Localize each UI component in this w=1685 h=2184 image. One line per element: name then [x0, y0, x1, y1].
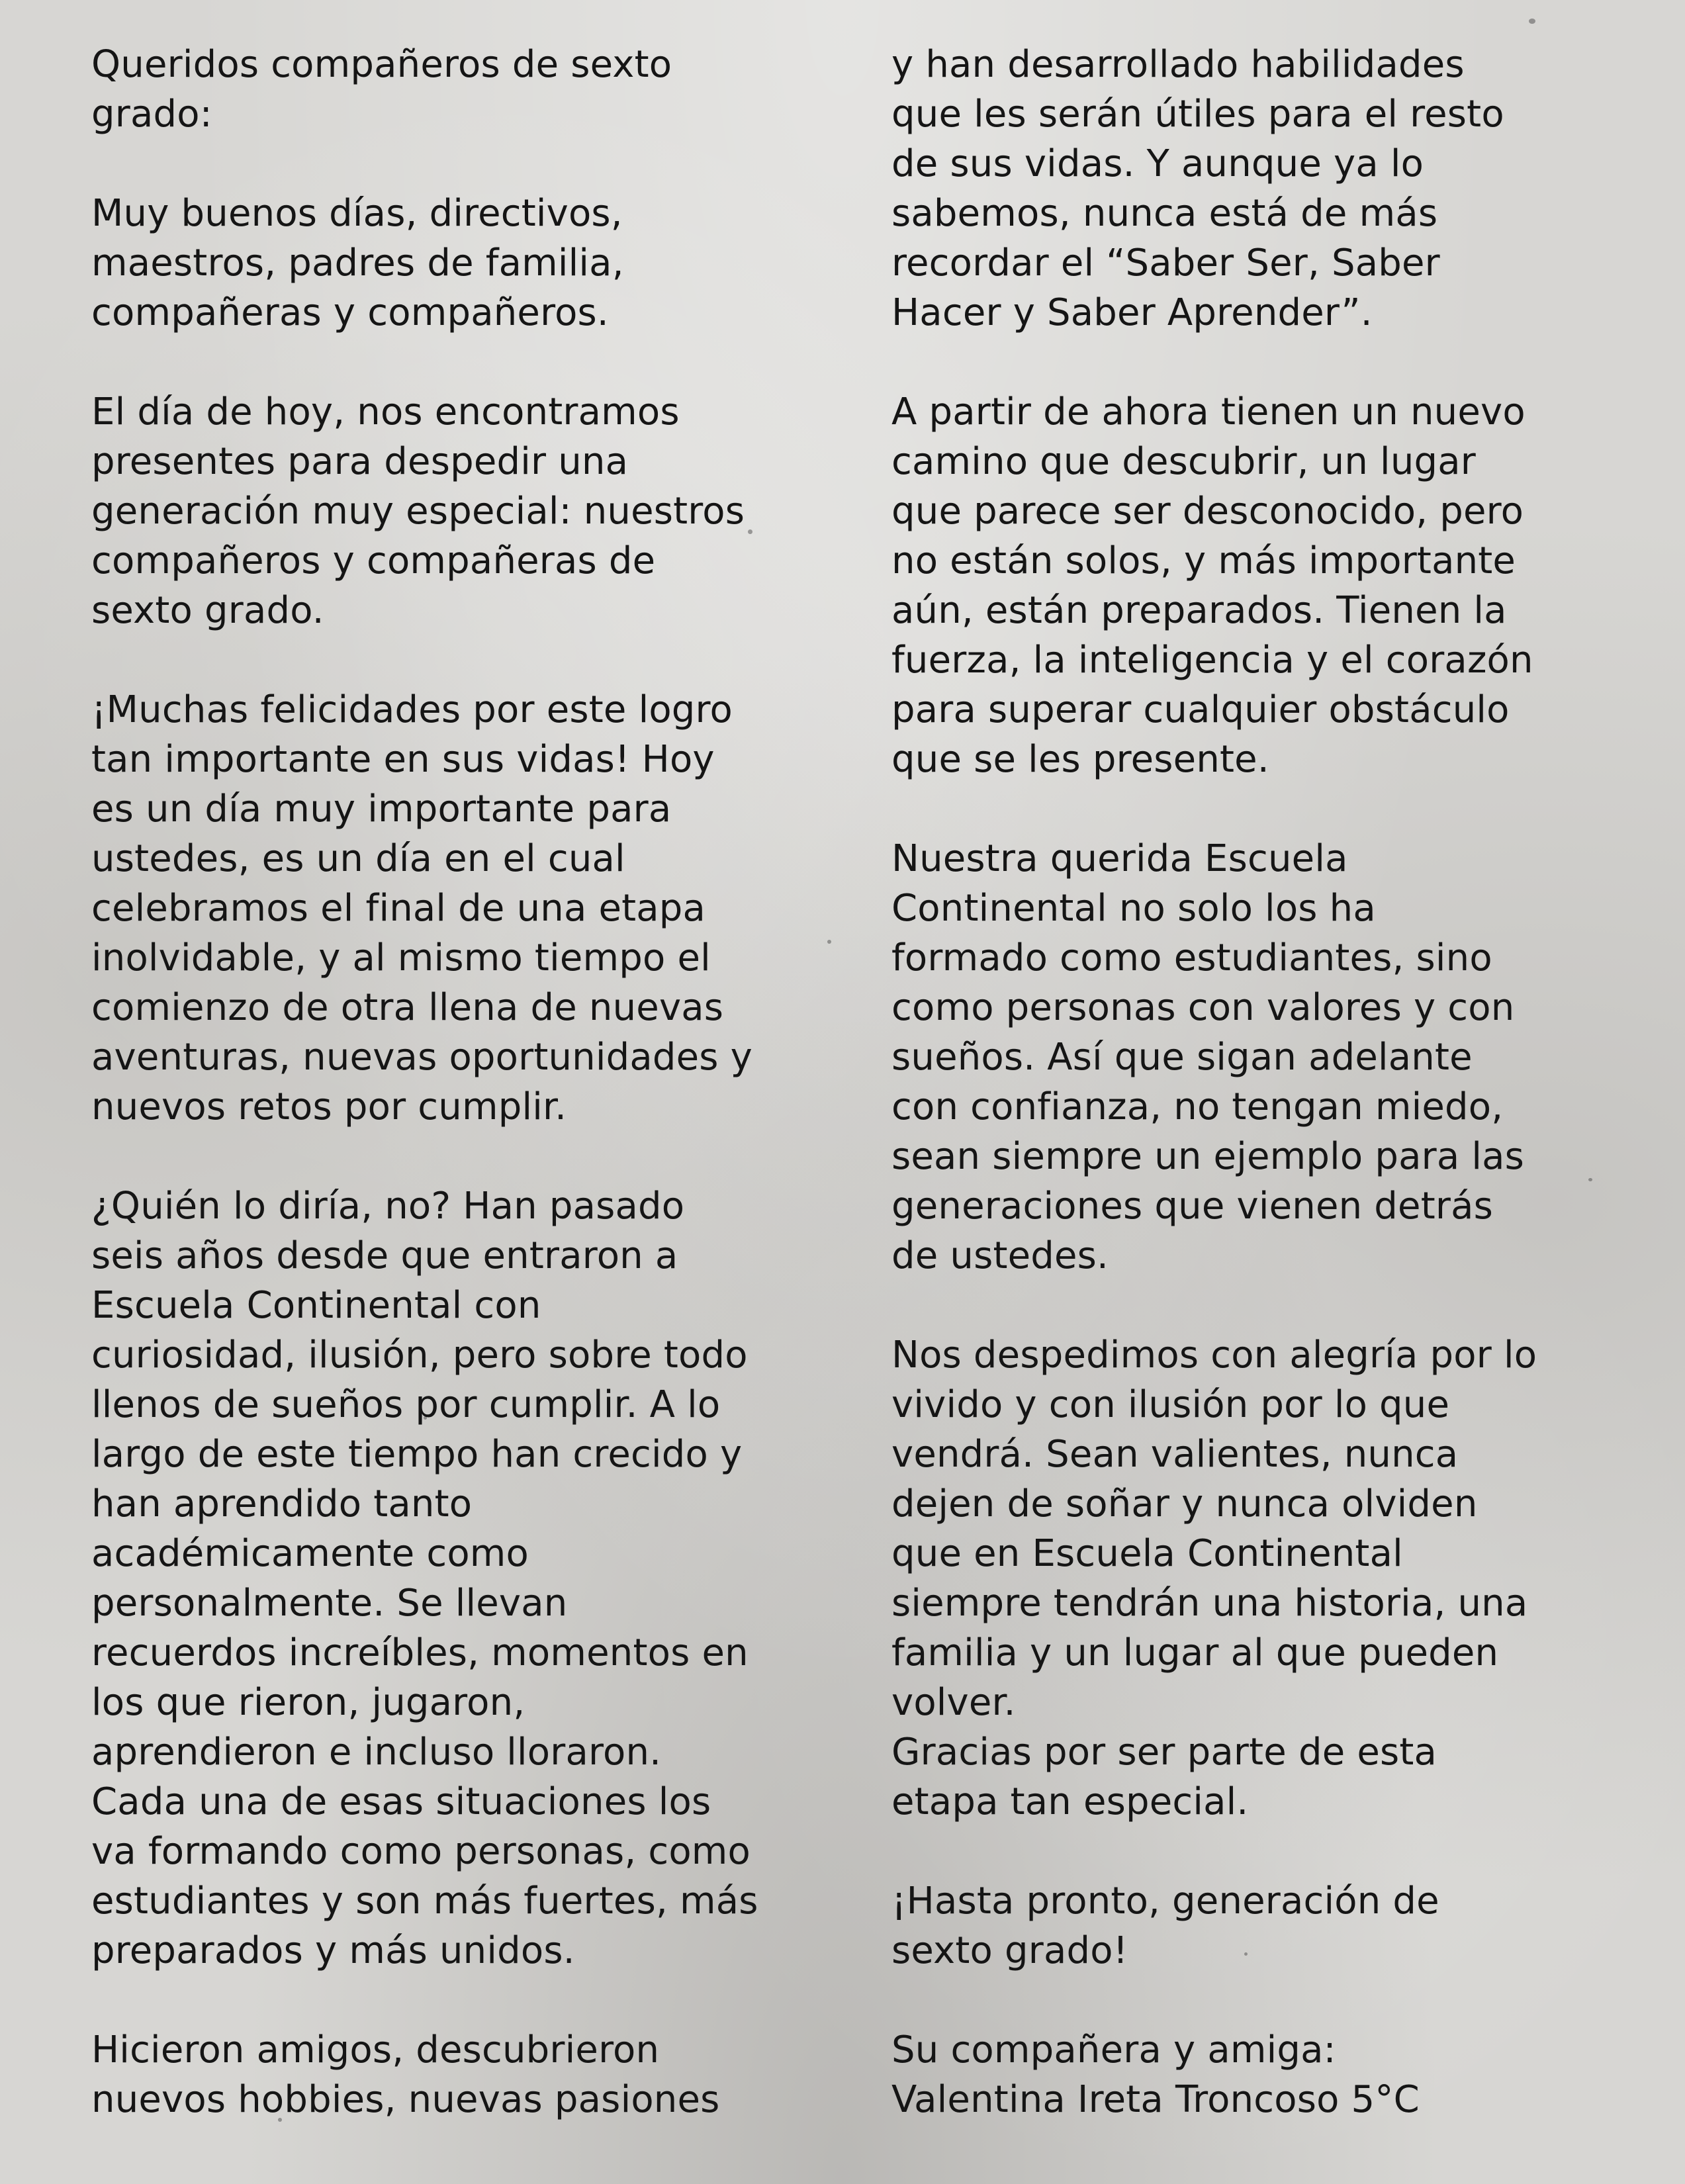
signature-block: Su compañera y amiga: Valentina Ireta Troncoso 5°C	[891, 2028, 1420, 2121]
right-column	[891, 40, 1672, 2124]
friends-paragraph: Hicieron amigos, descubrieron nuevos hobbies, nuevas pasiones	[91, 2028, 720, 2121]
intro-paragraph: El día de hoy, nos encontramos presentes para despedir una generación muy especial: nuestros compañeros y compañeras de sexto grado.	[91, 390, 745, 632]
skills-paragraph: y han desarrollado habilidades que les serán útiles para el resto de sus vidas. Y aunque ya lo sabemos, nunca está de más recordar el “Saber Ser, Saber Hacer y Saber Aprender”.	[891, 43, 1504, 334]
goodbye-paragraph: ¡Hasta pronto, generación de sexto grado!	[891, 1880, 1439, 1972]
farewell-paragraph: Nos despedimos con alegría por lo vivido y con ilusión por lo que vendrá. Sean valientes, nunca dejen de soñar y nunca olviden que en Escuela Continental siempre tendrán una historia, una familia y un lugar al que pueden volver.	[891, 1334, 1537, 1724]
school-paragraph: Nuestra querida Escuela Continental no solo los ha formado como estudiantes, sino como personas con valores y con sueños. Así que sigan adelante con confianza, no tengan miedo, sean siempre un ejemplo para las generaciones que vienen detrás de ustedes.	[891, 837, 1524, 1277]
left-column	[91, 40, 866, 2124]
new-path-paragraph: A partir de ahora tienen un nuevo camino que descubrir, un lugar que parece ser desconocido, pero no están solos, y más importante aún, están preparados. Tienen la fuerza, la inteligencia y el corazón para superar cualquier obstáculo que se les presente.	[891, 390, 1533, 781]
thanks-paragraph: Gracias por ser parte de esta etapa tan especial.	[891, 1731, 1437, 1823]
greeting-paragraph: Muy buenos días, directivos, maestros, padres de familia, compañeras y compañeros.	[91, 192, 624, 334]
memories-paragraph: ¿Quién lo diría, no? Han pasado seis años desde que entraron a Escuela Continental con curiosidad, ilusión, pero sobre todo llenos de sueños por cumplir. A lo largo de este tiempo han crecido y han aprendido tanto académicamente como personalmente. Se llevan recuerdos increíbles, momentos en los que rieron, jugaron, aprendieron e incluso lloraron. Cada una de esas situaciones los va formando como personas, como estudiantes y son más fuertes, más preparados y más unidos.	[91, 1185, 758, 1972]
congratulations-paragraph: ¡Muchas felicidades por este logro tan importante en sus vidas! Hoy es un día muy importante para ustedes, es un día en el cual celebramos el final de una etapa inolvidable, y al mismo tiempo el comienzo de otra llena de nuevas aventuras, nuevas oportunidades y nuevos retos por cumplir.	[91, 688, 753, 1128]
paper-speck	[1529, 19, 1535, 24]
salutation: Queridos compañeros de sexto grado:	[91, 43, 672, 136]
